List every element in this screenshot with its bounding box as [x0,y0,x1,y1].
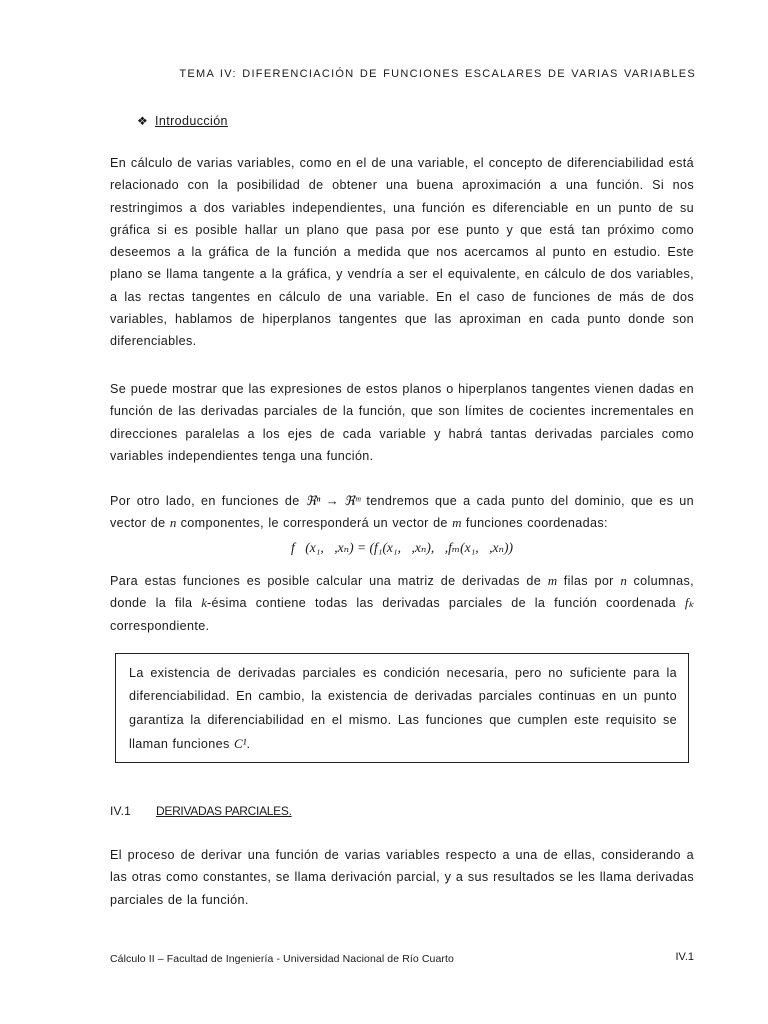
text-span: componentes, le corresponderá un vector de [176,516,453,531]
section-title: DERIVADAS PARCIALES. [156,804,292,818]
footer-course: Cálculo II – Facultad de Ingeniería - Universidad Nacional de Río Cuarto [110,953,454,965]
intro-label: Introducción [155,114,228,128]
paragraph-partial-derivation: El proceso de derivar una función de varias variables respecto a una de ellas, considerando a las otras como constantes, se llama derivación parcial, y a sus resultados se les llama derivadas parciales de la función. [110,848,694,907]
text-span: tendremos que a cada punto del dominio, que es un vector de [110,494,694,531]
math-n: n [169,515,177,531]
page-header: TEMA IV: DIFERENCIACIÓN DE FUNCIONES ESCALARES DE VARIAS VARIABLES [179,68,696,80]
math-n: n [620,573,627,588]
math-m: m [452,515,462,531]
intro-heading [137,114,228,128]
section-heading [110,804,292,818]
paragraph-tangent-planes: Se puede mostrar que las expresiones de estos planos o hiperplanos tangentes vienen dadas en función de las derivadas parciales de la función, que son límites de cocientes incrementales en direcciones paralelas a los ejes de cada variable y habrá tantas derivadas parciales como variables independientes tenga una función. [110,382,694,463]
math-rn-rm: ℜⁿ → ℜᵐ [305,493,361,508]
paragraph-vector-functions [110,490,694,535]
paragraph-intro: En cálculo de varias variables, como en el de una variable, el concepto de diferenciabilidad está relacionado con la posibilidad de obtener una buena aproximación a una función. Si nos restringimos a dos variables independientes, una función es diferenciable en un punto de su gráfica si es posible hallar un plano que pasa por ese punto y que está tan próximo como deseemos a la gráfica de la función a medida que nos acercamos al punto en estudio. Este plano se llama tangente a la gráfica, y vendría a ser el equivalente, en cálculo de dos variables, a las rectas tangentes en cálculo de una variable. En el caso de funciones de más de dos variables, hablamos de hiperplanos tangentes que las aproximan en cada punto donde son diferenciables. [110,156,694,349]
math-m: m [547,573,558,588]
text-span: -ésima contiene todas las derivadas parciales de la función coordenada [207,596,685,611]
text-span: columnas, donde la fila [110,574,694,611]
diamond-bullet-icon: ❖ [137,114,149,128]
text-span: Para estas funciones es posible calcular una matriz de derivadas de [110,574,548,588]
paragraph-derivative-matrix [110,570,694,637]
page-number: IV.1 [675,951,694,963]
text-span: . [246,736,251,751]
vector-function-formula: f⃗(x₁,⋯,xₙ) = (f₁(x₁,⋯,xₙ),⋯,fₘ(x₁,⋯,xₙ)) [291,540,513,555]
text-span: filas por [557,574,621,588]
math-k: k [201,595,208,611]
text-span: correspondiente. [110,618,210,633]
text-span: funciones coordenadas: [461,516,608,531]
note-box [115,653,689,763]
section-number: IV.1 [110,804,132,818]
text-span: Por otro lado, en funciones de [110,494,306,508]
text-span: La existencia de derivadas parciales es condición necesaria, pero no suficiente para la diferenciabilidad. En cambio, la existencia de derivadas parciales continuas en un punto garantiza la diferenciabilidad en el mismo. Las funciones que cumplen este requisito se llaman funciones [129,666,677,751]
note-text [129,662,677,756]
math-fk: fₖ [684,595,694,611]
math-c1: C¹ [233,735,247,751]
